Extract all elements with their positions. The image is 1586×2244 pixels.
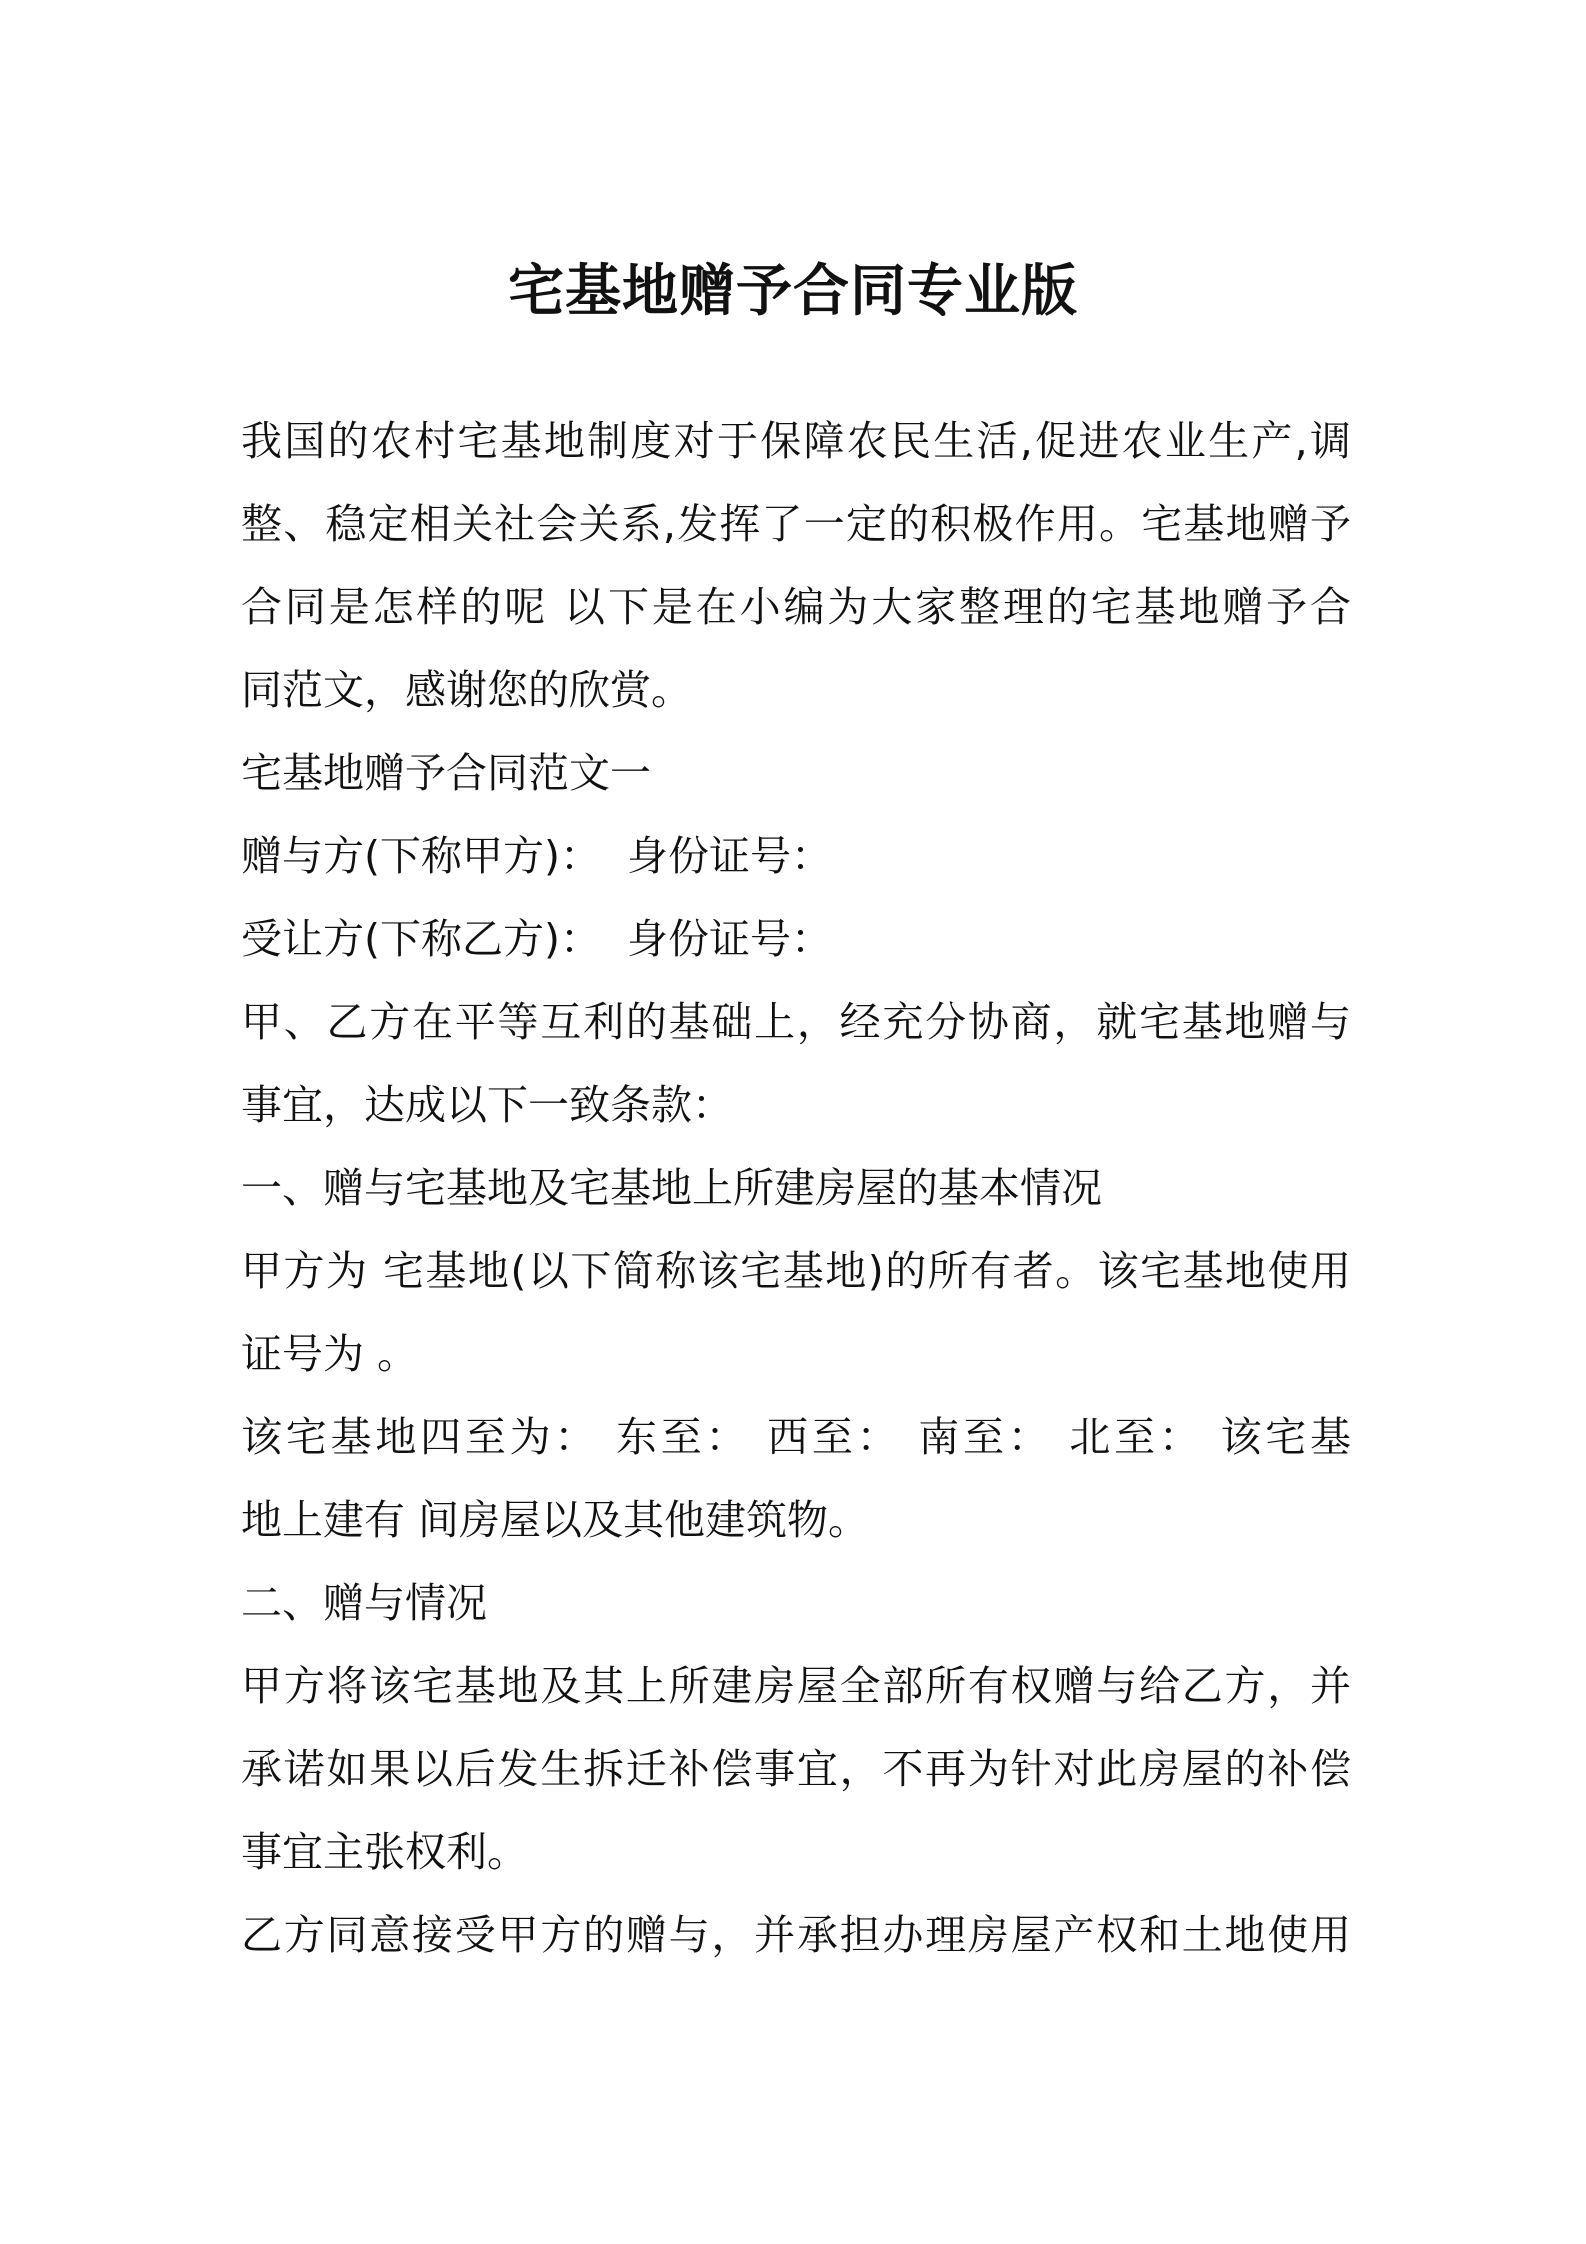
body-line: 事宜主张权利。 [241,1828,528,1876]
body-line: 宅基地赠予合同范文一 [241,749,651,797]
body-line: 受让方(下称乙方)： 身份证号： [241,915,833,963]
body-line: 赠与方(下称甲方)： 身份证号： [241,832,833,880]
body-line: 我国的农村宅基地制度对于保障农民生活,促进农业生产,调 [241,417,1351,465]
body-line: 该宅基地四至为： 东至： 西至： 南至： 北至： 该宅基 [241,1413,1351,1461]
body-line: 证号为 。 [241,1330,419,1378]
body-line: 甲方将该宅基地及其上所建房屋全部所有权赠与给乙方，并 [241,1662,1351,1710]
body-line: 同范文，感谢您的欣赏。 [241,666,692,714]
body-line: 乙方同意接受甲方的赠与，并承担办理房屋产权和土地使用 [241,1911,1351,1959]
document-title: 宅基地赠予合同专业版 [508,259,1078,324]
document-body [241,400,1351,1977]
body-line: 甲、乙方在平等互利的基础上，经充分协商，就宅基地赠与 [241,998,1351,1046]
body-line: 承诺如果以后发生拆迁补偿事宜，不再为针对此房屋的补偿 [241,1745,1351,1793]
body-line: 合同是怎样的呢 以下是在小编为大家整理的宅基地赠予合 [241,583,1351,631]
body-line: 甲方为 宅基地(以下简称该宅基地)的所有者。该宅基地使用 [241,1247,1351,1295]
body-line: 事宜，达成以下一致条款： [241,1081,733,1129]
body-line: 一、赠与宅基地及宅基地上所建房屋的基本情况 [241,1164,1102,1212]
body-line: 整、稳定相关社会关系,发挥了一定的积极作用。宅基地赠予 [241,500,1351,548]
body-line: 地上建有 间房屋以及其他建筑物。 [241,1496,870,1544]
body-line: 二、赠与情况 [241,1579,487,1627]
